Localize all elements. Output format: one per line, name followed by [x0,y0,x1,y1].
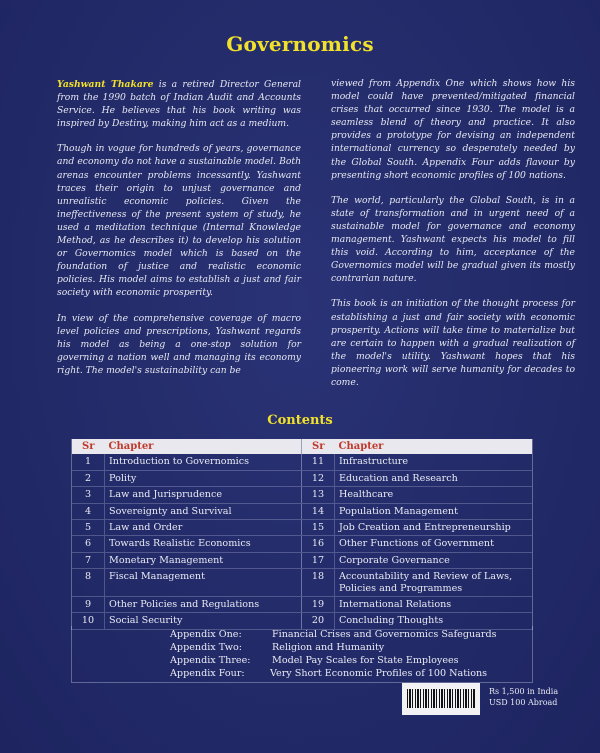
appendix-label: Appendix One: [170,629,242,640]
chapter-title: Law and Order [105,520,302,536]
barcode-bottom-digits [402,710,480,715]
chapter-title: Law and Jurisprudence [105,487,302,503]
chapter-number: 13 [302,487,335,503]
chapter-number: 7 [72,552,105,568]
blurb-paragraph: Though in vogue for hundreds of years, governance and economy do not have a sustainable model. Both arenas encounter problems incessantly. Yashwant traces their origin to unjust governance and unrealistic economic policies. Given the ineffectiveness of the present system of study, he used a meditation technique (Internal Knowledge Method, as he describes it) to develop his solution or Governomics model which is based on the foundation of justice and realistic economic policies. His model aims to establish a just and fair society with economic prosperity. [57,143,301,299]
chapter-title: Education and Research [335,470,533,486]
contents-row [72,536,532,552]
chapter-title: Fiscal Management [105,569,302,597]
contents-row [72,470,532,486]
isbn-barcode [402,683,480,715]
appendix-label: Appendix Four: [170,668,245,679]
chapter-number: 15 [302,520,335,536]
chapter-title: Other Functions of Government [335,536,533,552]
chapter-number: 16 [302,536,335,552]
contents-table [71,439,533,630]
chapter-header: Chapter [335,439,533,454]
blurb-paragraph: In view of the comprehensive coverage of macro level policies and prescriptions, Yashwant regards his model as being a one-stop solution for governing a nation well and managing its economy right. The model's sustainability can be [57,312,301,376]
chapter-number: 1 [72,454,105,470]
chapter-title: Introduction to Governomics [105,454,302,470]
chapter-title: Job Creation and Entrepreneurship [335,520,533,536]
price-india: Rs 1,500 in India [489,687,559,696]
chapter-number: 20 [302,613,335,629]
author-bio-paragraph: Yashwant Thakare is a retired Director General from the 1990 batch of Indian Audit and Accounts Service. He believes that his book writing was inspired by Destiny, making him act as a medium. [57,79,301,130]
blurb-right-column [331,77,575,401]
appendix-title: Financial Crises and Governomics Safeguards [272,629,497,640]
contents-row [72,487,532,503]
chapter-title: Population Management [335,503,533,519]
chapter-title: International Relations [335,597,533,613]
chapter-number: 18 [302,569,335,597]
book-title: Governomics [226,32,374,56]
appendix-title: Model Pay Scales for State Employees [272,655,459,666]
contents-row [72,503,532,519]
blurb-paragraph: This book is an initiation of the thought process for establishing a just and fair society with economic prosperity. Actions will take time to materialize but are certain to happen with a gradual realization of the model's utility. Yashwant hopes that his pioneering work will serve humanity for decades to come. [331,298,575,388]
contents-header-row [72,439,532,454]
chapter-number: 4 [72,503,105,519]
blurb-paragraph: viewed from Appendix One which shows how his model could have prevented/mitigated financial crises that occurred since 1930. The model is a seamless blend of theory and practice. It also provides a prototype for devising an independent international currency so desperately needed by the Global South. Appendix Four adds flavour by presenting short economic profiles of 100 nations. [331,78,575,181]
author-name: Yashwant Thakare [57,79,154,90]
price-block [489,687,558,708]
blurb-left-column [57,78,301,389]
chapter-title: Concluding Thoughts [335,613,533,629]
chapter-number: 3 [72,487,105,503]
chapter-number: 9 [72,597,105,613]
chapter-title: Towards Realistic Economics [105,536,302,552]
chapter-number: 2 [72,470,105,486]
barcode-bars [407,689,475,708]
contents-row [72,597,532,613]
chapter-title: Sovereignty and Survival [105,503,302,519]
chapter-title: Infrastructure [335,454,533,470]
chapter-title: Social Security [105,613,302,629]
chapter-title: Healthcare [335,487,533,503]
sr-header: Sr [302,439,335,454]
chapter-header: Chapter [105,439,302,454]
chapter-number: 6 [72,536,105,552]
contents-heading: Contents [267,413,333,428]
appendix-title: Religion and Humanity [272,642,385,653]
contents-row [72,454,532,470]
appendix-label: Appendix Three: [170,655,251,666]
blurb-paragraph: The world, particularly the Global South, is in a state of transformation and in urgent need of a sustainable model for governance and economy management. Yashwant expects his model to fill this void. According to him, acceptance of the Governomics model will be gradual given its mostly contrarian nature. [331,194,575,285]
appendix-label: Appendix Two: [170,642,243,653]
price-abroad: USD 100 Abroad [489,697,558,707]
chapter-number: 19 [302,597,335,613]
chapter-title: Polity [105,470,302,486]
chapter-number: 5 [72,520,105,536]
contents-row [72,552,532,568]
chapter-title: Other Policies and Regulations [105,597,302,613]
chapter-number: 11 [302,454,335,470]
chapter-title: Monetary Management [105,552,302,568]
contents-row [72,520,532,536]
chapter-number: 12 [302,470,335,486]
chapter-number: 10 [72,613,105,629]
appendix-title: Very Short Economic Profiles of 100 Nations [270,668,488,679]
sr-header: Sr [72,439,105,454]
appendix-list [71,626,533,683]
chapter-title: Accountability and Review of Laws, Policies and Programmes [335,569,533,597]
contents-row [72,569,532,597]
chapter-title: Corporate Governance [335,552,533,568]
chapter-number: 14 [302,503,335,519]
chapter-number: 8 [72,569,105,597]
chapter-number: 17 [302,552,335,568]
